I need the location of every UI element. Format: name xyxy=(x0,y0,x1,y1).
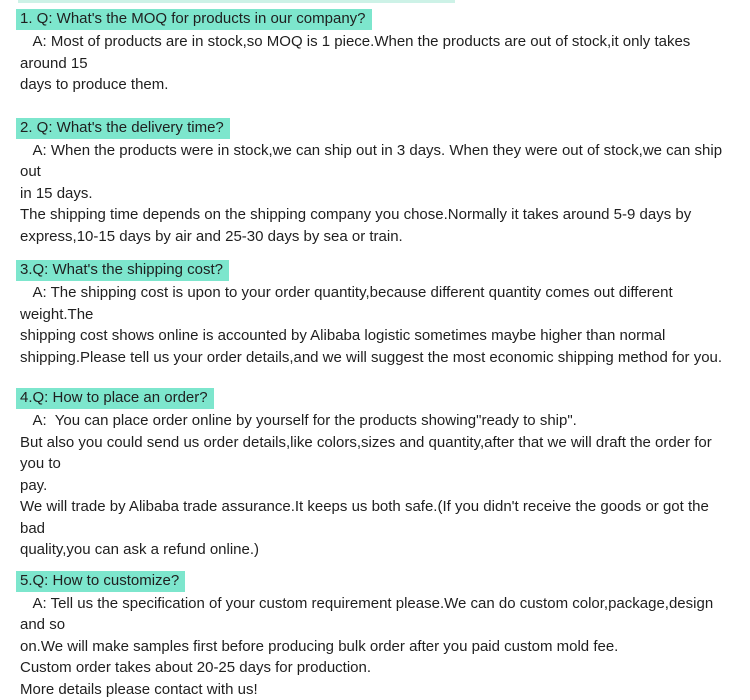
question-line xyxy=(20,388,734,409)
faq-answer-line: Custom order takes about 20-25 days for production. xyxy=(20,657,734,679)
faq-section-1 xyxy=(20,9,734,96)
faq-answer-line: A: When the products were in stock,we can ship out in 3 days. When they were out of stock,we can ship out xyxy=(20,140,734,183)
faq-answer-line: days to produce them. xyxy=(20,74,734,96)
faq-answer-line: The shipping time depends on the shipping company you chose.Normally it takes around 5-9 days by xyxy=(20,204,734,226)
faq-section-2 xyxy=(20,118,734,248)
faq-answer-line: shipping cost shows online is accounted by Alibaba logistic sometimes maybe higher than normal xyxy=(20,325,734,347)
faq-section-3 xyxy=(20,260,734,368)
faq-section-5 xyxy=(20,571,734,700)
faq-answer-line: A: Tell us the specification of your custom requirement please.We can do custom color,package,design and so xyxy=(20,593,734,636)
faq-answer-line: More details please contact with us! xyxy=(20,679,734,700)
faq-answer-line: in 15 days. xyxy=(20,183,734,205)
faq-answer-line: A: The shipping cost is upon to your order quantity,because different quantity comes out different weight.The xyxy=(20,282,734,325)
faq-question-4: 4.Q: How to place an order? xyxy=(16,388,214,409)
question-line xyxy=(20,9,734,30)
faq-question-2: 2. Q: What's the delivery time? xyxy=(16,118,230,139)
faq-answer-line: shipping.Please tell us your order details,and we will suggest the most economic shipping method for you. xyxy=(20,347,734,369)
question-line xyxy=(20,571,734,592)
faq-section-4 xyxy=(20,388,734,561)
faq-answer-line: pay. xyxy=(20,475,734,497)
faq-answer-line: on.We will make samples first before producing bulk order after you paid custom mold fee. xyxy=(20,636,734,658)
question-line xyxy=(20,260,734,281)
faq-answer-line: A: Most of products are in stock,so MOQ is 1 piece.When the products are out of stock,it only takes around 15 xyxy=(20,31,734,74)
faq-question-3: 3.Q: What's the shipping cost? xyxy=(16,260,229,281)
faq-answer-line: quality,you can ask a refund online.) xyxy=(20,539,734,561)
faq-answer-line: express,10-15 days by air and 25-30 days by sea or train. xyxy=(20,226,734,248)
faq-question-1: 1. Q: What's the MOQ for products in our company? xyxy=(16,9,372,30)
question-line xyxy=(20,118,734,139)
cropped-highlight-remnant xyxy=(18,0,455,3)
faq-answer-line: But also you could send us order details,like colors,sizes and quantity,after that we will draft the order for you to xyxy=(20,432,734,475)
faq-question-5: 5.Q: How to customize? xyxy=(16,571,185,592)
faq-answer-line: A: You can place order online by yourself for the products showing"ready to ship". xyxy=(20,410,734,432)
faq-answer-line: We will trade by Alibaba trade assurance.It keeps us both safe.(If you didn't receive the goods or got the bad xyxy=(20,496,734,539)
